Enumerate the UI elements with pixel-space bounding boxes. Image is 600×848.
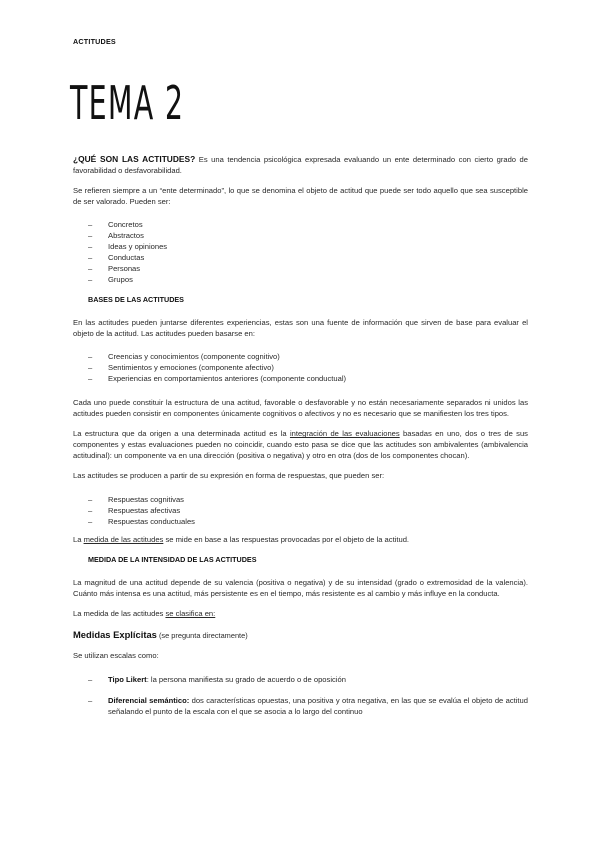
list-item: – Personas [88,263,528,274]
term-bold: Diferencial semántico: [108,695,190,705]
list-item: – Respuestas cognitivas [88,494,528,505]
document-body [73,154,528,717]
paragraph-clasificacion [73,609,528,620]
paragraph-bases: En las actitudes pueden juntarse diferentes experiencias, estas son una fuente de información que sirven de base para evaluar el objeto de la actitud. Las actitudes pueden basarse en: [73,317,528,338]
section-heading-intensidad: MEDIDA DE LA INTENSIDAD DE LAS ACTITUDES [88,555,257,565]
section-heading-bases: BASES DE LAS ACTITUDES [88,295,184,305]
paragraph-respuestas: Las actitudes se producen a partir de su expresión en forma de respuestas, que pueden ser: [73,471,385,481]
page-title: TEMA 2 [70,76,185,130]
list-componentes [73,351,528,384]
underlined-term: se clasifica en: [165,609,216,619]
list-item: – Creencias y conocimientos (componente cognitivo) [88,351,528,362]
paragraph-medida [73,535,528,546]
list-item [88,674,528,685]
list-item: – Experiencias en comportamientos anteriores (componente conductual) [88,373,528,384]
underlined-term: medida de las actitudes [83,534,164,544]
list-objetos [73,219,528,285]
list-item: – Ideas y opiniones [88,241,528,252]
text-span: se mide en base a las respuestas provocadas por el objeto de la actitud. [163,534,410,544]
list-item: – Abstractos [88,230,528,241]
question-heading: ¿QUÉ SON LAS ACTITUDES? [73,154,196,164]
paragraph-estructura: Cada uno puede constituir la estructura de una actitud, favorable o desfavorable y no están necesariamente separados ni unidos las actitudes pueden consistir en componentes únicamente cognitivos o afectivos y no es necesario que se manifiesten los tres tipos. [73,398,528,418]
list-item: – Concretos [88,219,528,230]
list-item [88,695,528,717]
text-span: La [73,534,84,544]
list-escalas [73,674,528,717]
list-item: – Respuestas conductuales [88,516,528,527]
term-bold: Tipo Likert [108,674,147,684]
paragraph-magnitud: La magnitud de una actitud depende de su valencia (positiva o negativa) y de su intensidad (grado o extremosidad de la valencia). Cuánto más intensa es una actitud, más persistente es en el tiempo, más resistente es al cambio y más influye en la conducta. [73,577,528,598]
running-header: ACTITUDES [73,37,116,46]
list-item: – Respuestas afectivas [88,505,528,516]
list-item: – Conductas [88,252,528,263]
list-respuestas [73,494,528,527]
paragraph-objeto: Se refieren siempre a un “ente determinado”, lo que se denomina el objeto de actitud que puede ser todo aquello que sea susceptible de ser valorado. Pueden ser: [73,186,528,206]
text-span: dos características opuestas, una positiva y otra negativa, en las que se evalúa el objeto de actitud señalando el punto de la escala con el que se asocia a lo largo del continuo [108,695,528,716]
list-item: – Grupos [88,274,528,285]
text-span: La estructura que da origen a una determinada actitud es la [73,429,290,439]
text-span: (se pregunta directamente) [156,630,248,640]
paragraph-ambivalencia [73,429,528,461]
paragraph-escalas: Se utilizan escalas como: [73,651,159,661]
underlined-term: integración de las evaluaciones [289,429,400,439]
definition-text: Es una tendencia psicológica expresada evaluando un ente determinado con cierto grado de favorabilidad o desfavorabilidad. [73,155,529,175]
text-span: La medida de las actitudes [73,609,166,619]
list-item: – Sentimientos y emociones (componente afectivo) [88,362,528,373]
paragraph-definition [73,154,528,176]
text-span: : la persona manifiesta su grado de acuerdo o de oposición [146,674,346,684]
paragraph-explicitas [73,630,528,642]
text-span: basadas en uno, dos o tres de sus componentes y estas evaluaciones pueden no coincidir, cuando esto pasa se dice que las actitudes son ambivalentes (ambivalencia actitudinal): un componente va en una dirección (positiva o negativa) y otro en otra (dos de los componentes chocan). [73,429,528,460]
subsection-heading: Medidas Explícitas [73,628,157,640]
